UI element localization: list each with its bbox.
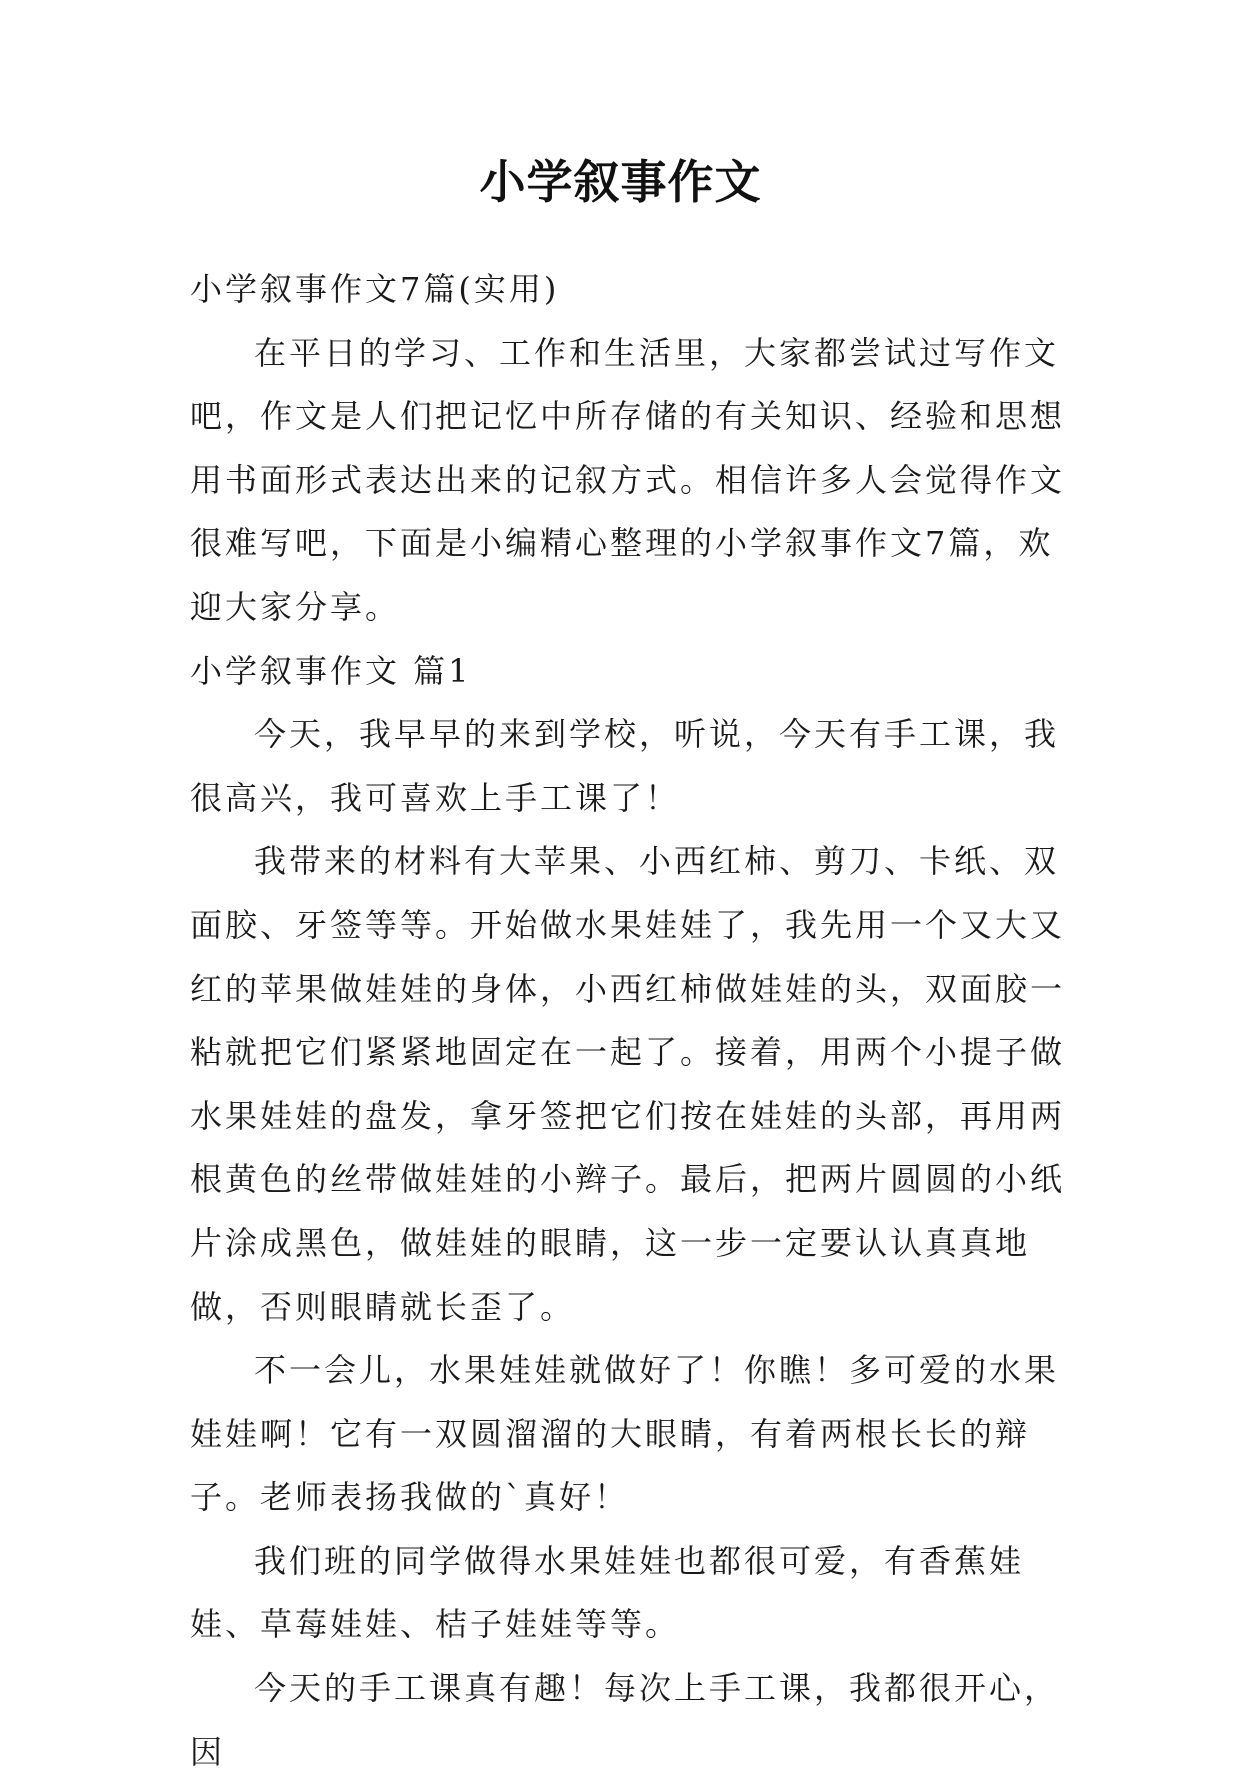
- paragraph: 今天，我早早的来到学校，听说，今天有手工课，我很高兴，我可喜欢上手工课了！: [190, 715, 1060, 817]
- page-title: 小学叙事作文: [479, 155, 762, 209]
- section-heading: 小学叙事作文 篇1: [190, 651, 472, 690]
- intro-paragraph: 在平日的学习、工作和生活里，大家都尝试过写作文吧，作文是人们把记忆中所存储的有关知识、经验和思想用书面形式表达出来的记叙方式。相信许多人会觉得作文很难写吧，下面是小编精心整理的小学叙事作文7篇，欢迎大家分享。: [190, 333, 1066, 626]
- paragraph: 我们班的同学做得水果娃娃也都很可爱，有香蕉娃娃、草莓娃娃、桔子娃娃等等。: [190, 1541, 1025, 1644]
- paragraph: 今天的手工课真有趣！每次上手工课，我都很开心，因: [190, 1669, 1060, 1771]
- paragraph: 我带来的材料有大苹果、小西红柿、剪刀、卡纸、双面胶、牙签等等。开始做水果娃娃了，我先用一个又大又红的苹果做娃娃的身体，小西红柿做娃娃的头，双面胶一粘就把它们紧紧地固定在一起了。接着，用两个小提子做水果娃娃的盘发，拿牙签把它们按在娃娃的头部，再用两根黄色的丝带做娃娃的小辫子。最后，把两片圆圆的小纸片涂成黑色，做娃娃的眼睛，这一步一定要认认真真地做，否则眼睛就长歪了。: [190, 842, 1066, 1326]
- subtitle-line: 小学叙事作文7篇(实用): [190, 270, 560, 308]
- document-body: [190, 258, 1070, 1784]
- paragraph: 不一会儿，水果娃娃就做好了！你瞧！多可爱的水果娃娃啊！它有一双圆溜溜的大眼睛，有着两根长长的辩子。老师表扬我做的`真好！: [190, 1351, 1060, 1517]
